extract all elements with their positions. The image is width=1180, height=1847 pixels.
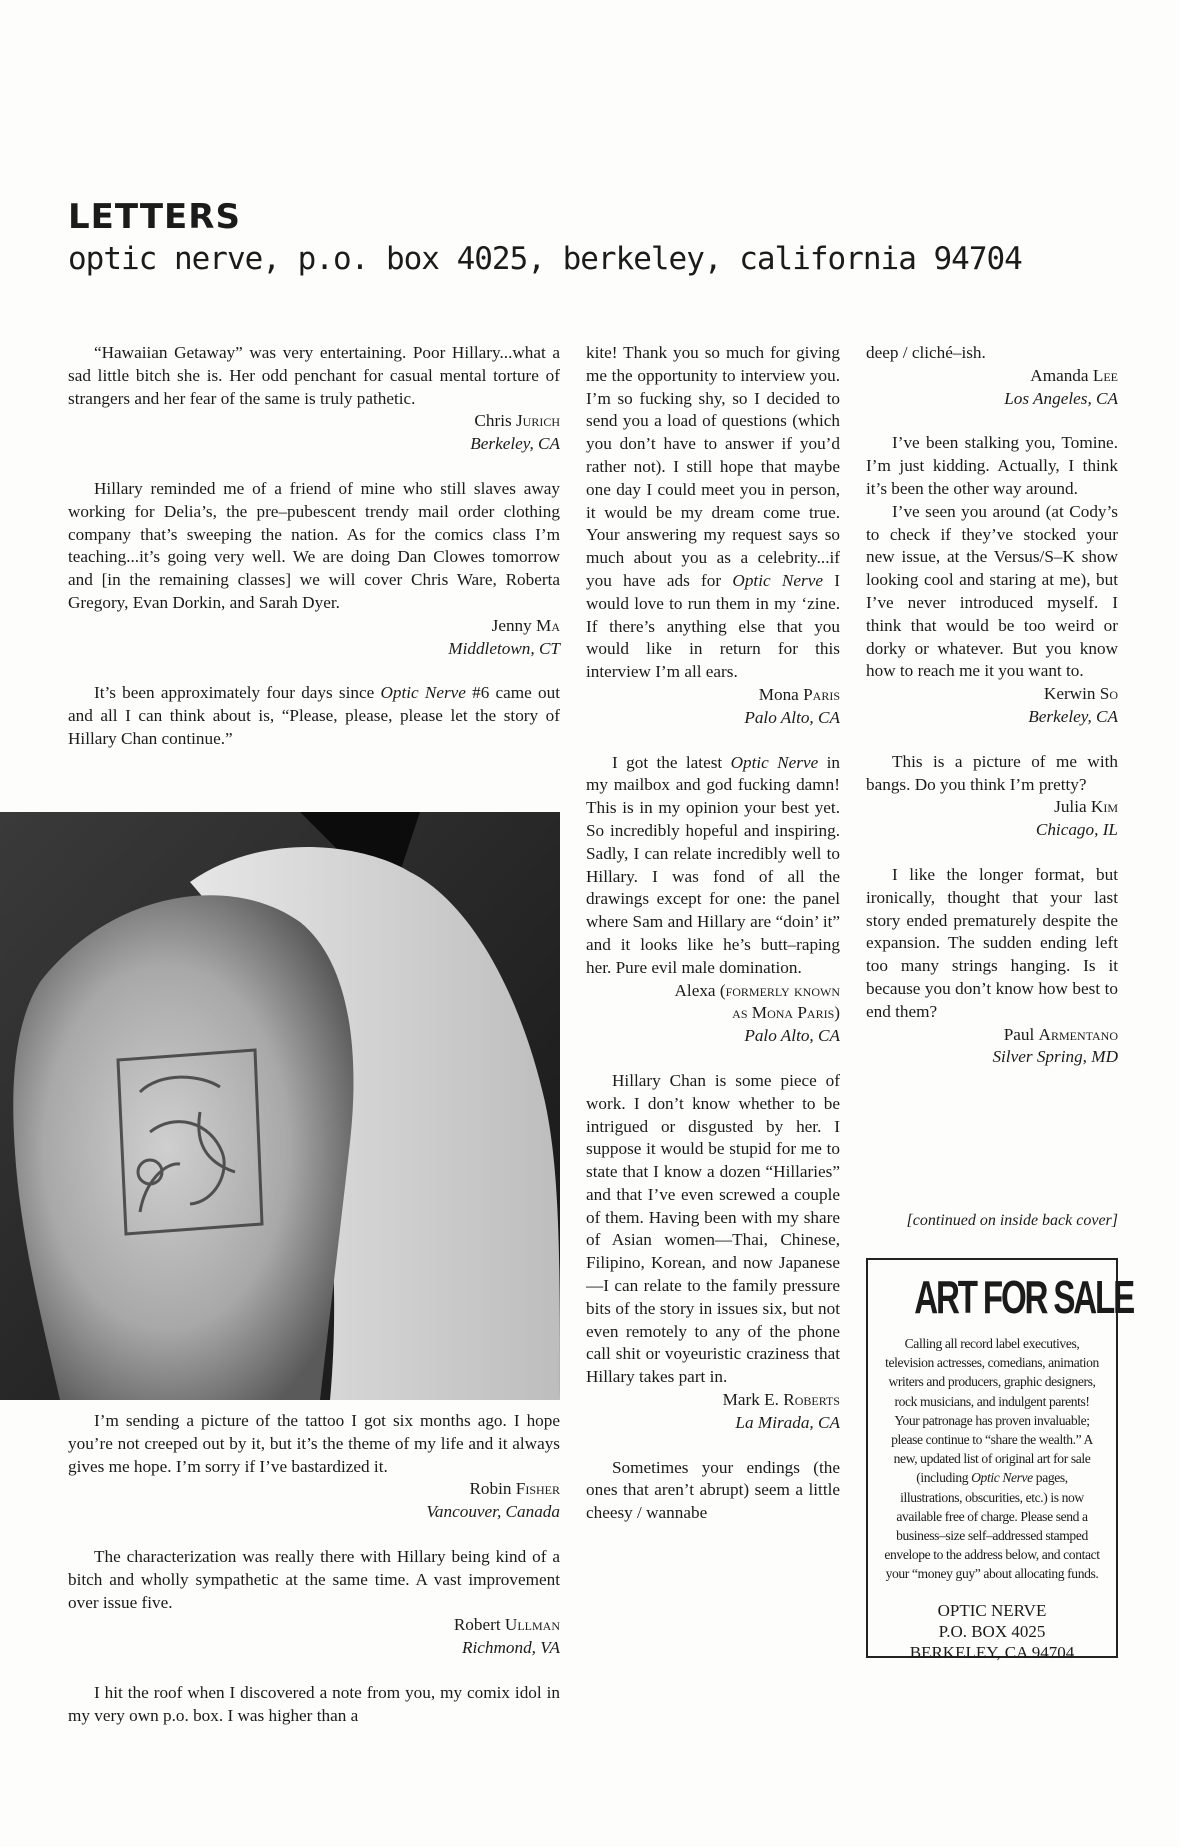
letter-text: The characterization was really there with Hillary being kind of a bitch and wholly sympathetic at the same time. A vast improvement over issue five.: [68, 1546, 560, 1612]
letter-text: Sometimes your endings (the ones that aren’t abrupt) seem a little cheesy / wannabe: [586, 1457, 840, 1523]
mailing-address: optic nerve, p.o. box 4025, berkeley, california 94704: [68, 241, 1022, 277]
letter-location: Vancouver, Canada: [426, 1502, 560, 1522]
letter-signature: Mona Paris: [758, 684, 840, 704]
letter-text: I like the longer format, but ironically, thought that your last story ended prematurely despite the expansion. The sudden ending left too many strings hanging. Is it because you don’t know how best to end them?: [866, 864, 1118, 1021]
ad-body: Calling all record label executives, television actresses, comedians, animation writers and producers, graphic designers, rock musicians, and indulgent parents! Your patronage has proven invaluable; please continue to “share the wealth.” A new, updated list of original art for sale (including Optic Nerve pages, illustrations, obscurities, etc.) is now available free of charge. Please send a business–size self–addressed stamped envelope to the address below, and contact your “money guy” about allocating funds.: [884, 1336, 1100, 1582]
letter-signature: Mark E. Roberts: [722, 1390, 840, 1410]
letter-text: kite! Thank you so much for giving me the opportunity to interview you. I’m so fucking shy, so I decided to send you a load of questions (which you don’t have to answer if you’d rather not). I still hope that maybe one day I could meet you in person, it would be my dream come true. Your answering my request says so much about you as a celebrity...if you have ads for Optic Nerve I would love to run them in my ‘zine. If there’s anything else that you would like in return for this interview I’m all ears.: [586, 343, 840, 682]
letter-location: Palo Alto, CA: [744, 707, 840, 727]
letter-signature: as Mona Paris): [732, 1003, 840, 1023]
letter-location: Silver Spring, MD: [992, 1047, 1118, 1067]
column-2: [586, 342, 840, 1525]
letter-location: Los Angeles, CA: [1004, 388, 1118, 408]
letter-signature: Amanda Lee: [1030, 365, 1118, 385]
letter-location: La Mirada, CA: [735, 1412, 840, 1432]
letter-signature: Alexa (formerly known: [674, 980, 840, 1000]
letter-text: “Hawaiian Getaway” was very entertaining. Poor Hillary...what a sad little bitch she is. Her odd penchant for casual mental torture of strangers and her fear of the same is truly pathetic.: [68, 343, 560, 408]
letter-text: It’s been approximately four days since Optic Nerve #6 came out and all I can think about is, “Please, please, please let the story of Hillary Chan continue.”: [68, 683, 560, 748]
letter-text: This is a picture of me with bangs. Do you think I’m pretty?: [866, 751, 1118, 794]
letter-location: Palo Alto, CA: [744, 1026, 840, 1046]
column-3: [866, 342, 1118, 1069]
column-1-bottom: [68, 1410, 560, 1728]
letter-location: Berkeley, CA: [1028, 706, 1118, 726]
letter-text: I got the latest Optic Nerve in my mailbox and god fucking damn! This is in my opinion your best yet. So incredibly hopeful and inspiring. Sadly, I can relate incredibly well to Hillary. I was fond of all the drawings except for one: the panel where Sam and Hillary are “doin’ it” and it looks like he’s butt–raping her. Pure evil male domination.: [586, 752, 840, 977]
letter-signature: Robert Ullman: [453, 1615, 560, 1635]
letter-location: Richmond, VA: [461, 1638, 560, 1658]
letter-text: I’ve been stalking you, Tomine. I’m just kidding. Actually, I think it’s been the other way around.: [866, 433, 1118, 498]
letter-text: I’ve seen you around (at Cody’s to check if they’ve stocked your new issue, at the Versus/S–K show looking cool and staring at me), but I’ve never introduced myself. I think that would be too weird or dorky or whatever. But you know how to reach me it you want to.: [866, 501, 1118, 681]
letter-text: Hillary Chan is some piece of work. I don’t know whether to be intrigued or disgusted by her. I suppose it would be stupid for me to state that I know a dozen “Hillaries” and that I’ve even screwed a couple of them. Having been with my share of Asian women—Thai, Chinese, Filipino, Korean, and now Japanese—I can relate to the family pressure bits of the story in issues six, but not even remotely to any of the phone call shit or voyeuristic craziness that Hillary takes part in.: [586, 1070, 840, 1387]
letter-signature: Jenny Ma: [491, 615, 560, 635]
letter-text: I hit the roof when I discovered a note from you, my comix idol in my very own p.o. box. I was higher than a: [68, 1682, 560, 1725]
ad-address: OPTIC NERVE P.O. BOX 4025 BERKELEY, CA 94704: [909, 1600, 1075, 1662]
page-title: LETTERS: [68, 197, 241, 237]
ad-title: ART FOR SALE: [914, 1271, 1134, 1323]
letter-signature: Robin Fisher: [469, 1479, 560, 1499]
letter-text: Hillary reminded me of a friend of mine who still slaves away working for Delia’s, the pre–pubescent trendy mail order clothing company that’s sweeping the nation. As for the comics class I’m teaching...it’s going very well. We are doing Dan Clowes tomorrow and [in the remaining classes] we will cover Chris Ware, Roberta Gregory, Evan Dorkin, and Sarah Dyer.: [68, 478, 560, 612]
letter-signature: Kerwin So: [1043, 684, 1118, 704]
letter-location: Chicago, IL: [1035, 820, 1118, 840]
letter-location: Middletown, CT: [448, 638, 560, 658]
letter-signature: Paul Armentano: [1003, 1024, 1118, 1044]
letter-signature: Chris Jurich: [474, 411, 560, 431]
tattoo-photo: [0, 812, 560, 1400]
letter-text: I’m sending a picture of the tattoo I got six months ago. I hope you’re not creeped out by it, but it’s the theme of my life and it always gives me hope. I’m sorry if I’ve bastardized it.: [68, 1411, 560, 1476]
column-1-top: [68, 342, 560, 751]
continued-note: [continued on inside back cover]: [906, 1212, 1118, 1229]
art-for-sale-ad: [866, 1258, 1134, 1662]
letter-signature: Julia Kim: [1054, 797, 1118, 817]
letter-location: Berkeley, CA: [470, 434, 560, 454]
letter-text: deep / cliché–ish.: [866, 343, 986, 362]
